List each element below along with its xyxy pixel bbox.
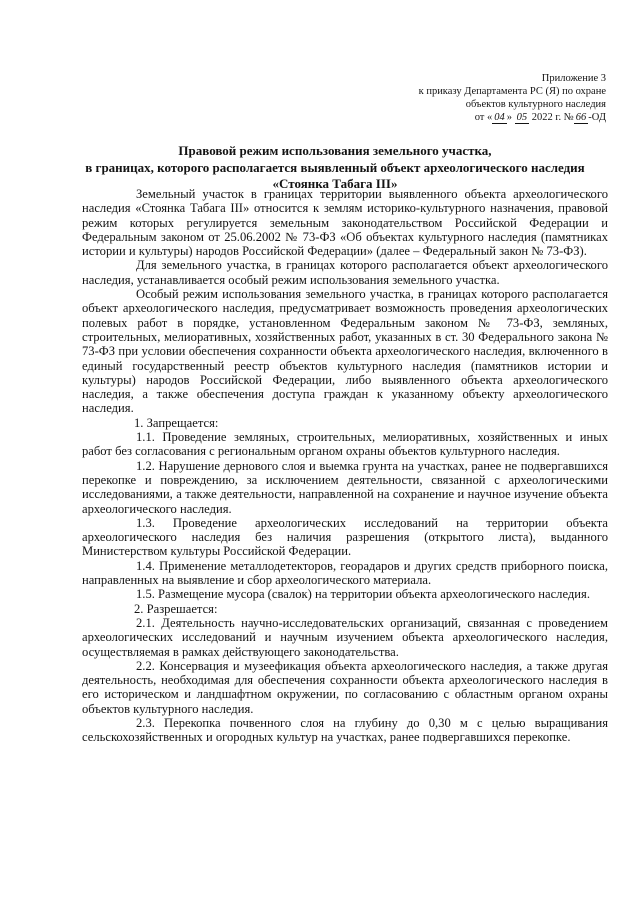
item-2-2: 2.2. Консервация и музеефикация объекта археологического наследия, а также другая деятельность, необходимая для обеспечения сохранности объекта археологического наследия в его историческом и ландшафтном окружении, по согласованию с областным органом охраны объектов культурного наследия.: [82, 658, 608, 716]
item-1-3: 1.3. Проведение археологических исследований на территории объекта археологического наследия без наличия разрешения (открытого листа), выданного Министерством культуры Российской Федерации.: [82, 515, 608, 559]
paragraph-regime: Для земельного участка, в границах которого располагается объект археологического наследия, устанавливается особый режим использования земельного участка.: [82, 258, 608, 287]
document-body: [82, 187, 608, 745]
section-prohibited: 1. Запрещается:: [134, 415, 219, 430]
date-month-handwritten: 05: [516, 112, 528, 123]
title-line-1: Правовой режим использования земельного участка,: [178, 143, 492, 158]
item-1-4: 1.4. Применение металлодетекторов, георадаров и других средств приборного поиска, направленных на выявление и сбор археологического материала.: [82, 558, 608, 588]
item-1-2: 1.2. Нарушение дернового слоя и выемка грунта на участках, ранее не подвергавшихся перекопке и повреждению, за исключением деятельности, связанной с археологическими исследованиями, а также деятельности, направленной на сохранение и научное изучение объекта археологического наследия.: [82, 458, 608, 516]
appendix-line-3: объектов культурного наследия: [465, 99, 606, 110]
item-1-5: 1.5. Размещение мусора (свалок) на территории объекта археологического наследия.: [136, 587, 590, 602]
date-sep: »: [506, 112, 513, 123]
appendix-line-2: к приказу Департамента РС (Я) по охране: [418, 86, 606, 97]
date-day-handwritten: 04: [494, 112, 505, 123]
order-suffix: -ОД: [588, 112, 606, 123]
document-title: [60, 143, 610, 193]
paragraph-special-regime: Особый режим использования земельного участка, в границах которого располагается объект археологического наследия, предусматривает возможность проведения археологических полевых работ в порядке, установленном Федеральным законом № 73-ФЗ, земляных, строительных, мелиоративных, хозяйственных работ, указанных в ст. 30 Федерального закона № 73-ФЗ при условии обеспечения сохранности объекта археологического наследия, включенного в единый государственный реестр объектов культурного наследия (памятников истории и культуры) народов Российской Федерации, либо выявленного объекта археологического наследия, а также обеспечения доступа граждан к указанному объекту археологического наследия.: [82, 287, 608, 416]
item-1-1: 1.1. Проведение земляных, строительных, мелиоративных, хозяйственных и иных работ без согласования с региональным органом охраны объектов культурного наследия.: [82, 430, 608, 459]
appendix-date-line: [419, 111, 606, 124]
section-permitted: 2. Разрешается:: [134, 601, 218, 616]
appendix-header: [419, 72, 606, 124]
paragraph-intro: Земельный участок в границах территории выявленного объекта археологического наследия «Стоянка Табага III» относится к землям историко-культурного назначения, правовой режим которых регулируется земельным законодательством Российской Федерации и Федеральным законом от 25.06.2002 № 73-ФЗ «Об объектах культурного наследия (памятниках истории и культуры) народов Российской Федерации» (далее – Федеральный закон № 73-ФЗ).: [82, 187, 608, 259]
order-number-handwritten: 66: [575, 112, 587, 123]
title-line-3: «Стоянка Табага III»: [272, 176, 398, 191]
date-year: 2022 г. №: [531, 112, 574, 123]
appendix-line-1: Приложение 3: [541, 73, 606, 84]
title-line-2: в границах, которого располагается выявленный объект археологического наследия: [85, 159, 585, 175]
item-2-3: 2.3. Перекопка почвенного слоя на глубину до 0,30 м с целью выращивания сельскохозяйственных и огородных культур на участках, ранее подвергавшихся перекопке.: [82, 715, 608, 745]
item-2-1: 2.1. Деятельность научно-исследовательских организаций, связанная с проведением археологических исследований и научным изучением объекта археологического наследия, осуществляемая в рамках действующего законодательства.: [82, 615, 608, 659]
date-prefix: от «: [474, 112, 493, 123]
